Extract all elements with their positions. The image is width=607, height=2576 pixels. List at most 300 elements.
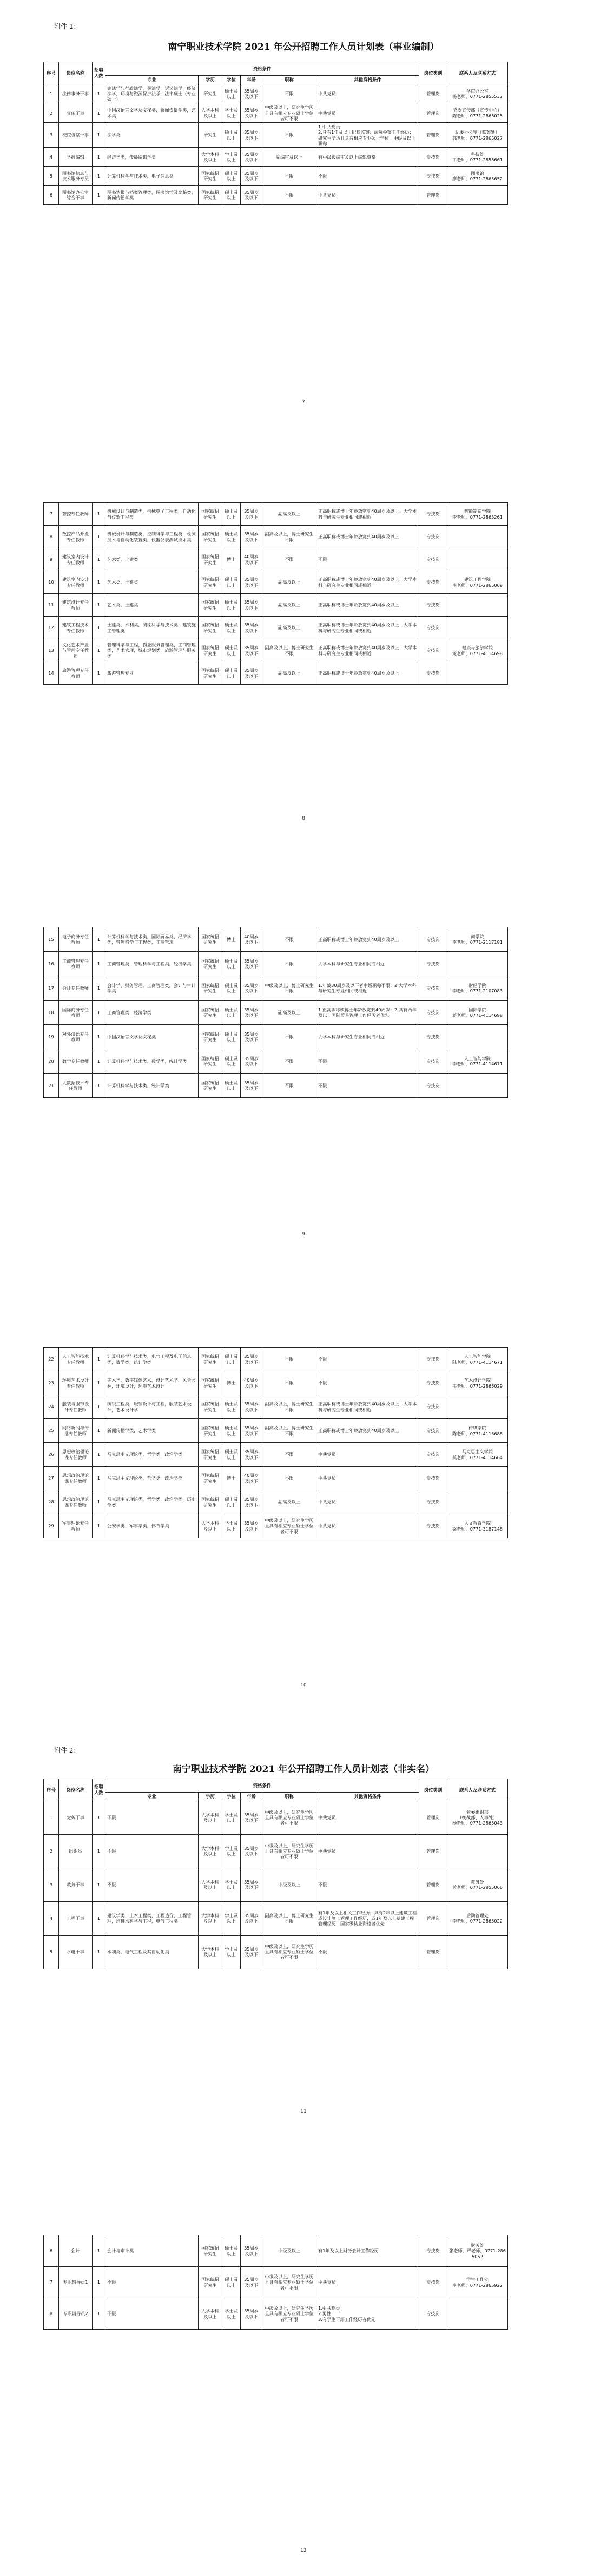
cell-edu: 国家统招研究生 bbox=[199, 503, 222, 526]
cell-degree: 学士及以上 bbox=[222, 148, 241, 167]
cell-major: 美术学，数字媒体艺术，设计艺术学，风景园林，环境设计，环境艺术设计 bbox=[105, 1371, 199, 1395]
cell-post: 旅游管理专任教师 bbox=[59, 662, 93, 685]
cell-title: 副高及以上，博士研究生不限 bbox=[262, 639, 316, 662]
cell-contact: 纪委办公室（监察处） 郭老师，0771-2865027 bbox=[447, 123, 508, 148]
cell-other: 不限 bbox=[316, 167, 419, 186]
header-age: 年龄 bbox=[241, 76, 262, 84]
cell-edu: 大学本科及以上 bbox=[199, 148, 222, 167]
cell-count: 1 bbox=[93, 167, 105, 186]
cell-contact: 后勤管理处 李老师，0771-2865022 bbox=[447, 1901, 508, 1935]
cell-major: 不限 bbox=[105, 1801, 199, 1834]
table-row bbox=[44, 2298, 508, 2330]
header-post: 岗位名称 bbox=[59, 1779, 93, 1801]
cell-degree: 硕士及以上 bbox=[222, 1395, 241, 1419]
cell-age: 35周岁及以下 bbox=[241, 503, 262, 526]
cell-no: 18 bbox=[44, 1001, 59, 1025]
header-major: 专业 bbox=[105, 76, 199, 84]
cell-major: 不限 bbox=[105, 1868, 199, 1901]
cell-ptype: 专技岗 bbox=[419, 2267, 447, 2298]
cell-no: 3 bbox=[44, 123, 59, 148]
cell-title: 不限 bbox=[262, 1348, 316, 1371]
cell-other: 1.正高职称或博士年龄放宽到40周岁；2.具有两年及以上国际贸易管理工作经历者优先 bbox=[316, 1001, 419, 1025]
cell-title: 不限 bbox=[262, 123, 316, 148]
cell-major: 旅游管理专业 bbox=[105, 662, 199, 685]
cell-no: 22 bbox=[44, 1348, 59, 1371]
cell-count: 1 bbox=[93, 639, 105, 662]
cell-age: 40周岁及以下 bbox=[241, 548, 262, 571]
table-row bbox=[44, 186, 508, 205]
table-row bbox=[44, 84, 508, 103]
cell-ptype: 专技岗 bbox=[419, 1514, 447, 1538]
cell-degree: 硕士及以上 bbox=[222, 1490, 241, 1514]
cell-edu: 国家统招研究生 bbox=[199, 548, 222, 571]
cell-no: 14 bbox=[44, 662, 59, 685]
cell-major: 公安学类，军事学类，体育学类 bbox=[105, 1514, 199, 1538]
cell-count: 1 bbox=[93, 1001, 105, 1025]
table-row bbox=[44, 1395, 508, 1419]
cell-no: 6 bbox=[44, 2235, 59, 2267]
cell-edu: 大学本科及以上 bbox=[199, 1901, 222, 1935]
cell-major: 计算机科学与技术类，电子信息类 bbox=[105, 167, 199, 186]
cell-contact bbox=[447, 186, 508, 205]
table-row bbox=[44, 594, 508, 617]
cell-post: 党务干事 bbox=[59, 1801, 93, 1834]
cell-major: 计算机科学与技术类，国际贸易类，经济学类，管理科学与工程类，工商管理 bbox=[105, 927, 199, 952]
cell-edu: 国家统招研究生 bbox=[199, 2267, 222, 2298]
cell-title: 不限 bbox=[262, 1025, 316, 1049]
page-title-1: 南宁职业技术学院 2021 年公开招聘工作人员计划表（事业编制） bbox=[168, 42, 439, 53]
cell-post: 思想政治理论课专任教师 bbox=[59, 1467, 93, 1490]
cell-ptype: 专技岗 bbox=[419, 167, 447, 186]
cell-ptype: 管理岗 bbox=[419, 123, 447, 148]
cell-major: 纺织工程类，服装设计与工程，服装艺术设计，艺术设计学 bbox=[105, 1395, 199, 1419]
cell-age: 35周岁及以下 bbox=[241, 1001, 262, 1025]
cell-ptype: 专技岗 bbox=[419, 503, 447, 526]
header-no: 序号 bbox=[44, 1779, 59, 1801]
cell-major: 会计学，财务管理，工商管理类，会计与审计学类 bbox=[105, 976, 199, 1001]
cell-edu: 大学本科及以上 bbox=[199, 103, 222, 123]
table-row bbox=[44, 1467, 508, 1490]
cell-no: 3 bbox=[44, 1868, 59, 1901]
cell-contact bbox=[447, 1395, 508, 1419]
cell-count: 1 bbox=[93, 952, 105, 976]
header-count: 招聘人数 bbox=[93, 62, 105, 84]
cell-degree: 硕士及以上 bbox=[222, 167, 241, 186]
cell-post: 专职辅导员2 bbox=[59, 2298, 93, 2330]
cell-degree: 硕士及以上 bbox=[222, 503, 241, 526]
cell-no: 27 bbox=[44, 1467, 59, 1490]
cell-contact: 财经学院 李老师，0771-2107083 bbox=[447, 976, 508, 1001]
cell-post: 文化艺术产业与管理专任教师 bbox=[59, 639, 93, 662]
cell-age: 35周岁及以下 bbox=[241, 952, 262, 976]
cell-major: 管理科学与工程，物业服务管理类，工商管理类，艺术管理，城市规划类，旅游管理与服务类 bbox=[105, 639, 199, 662]
plan-table bbox=[43, 502, 508, 685]
cell-count: 1 bbox=[93, 1371, 105, 1395]
cell-other: 不限 bbox=[316, 548, 419, 571]
cell-edu: 国家统招研究生 bbox=[199, 594, 222, 617]
cell-age: 35周岁及以下 bbox=[241, 103, 262, 123]
cell-edu: 国家统招研究生 bbox=[199, 1395, 222, 1419]
cell-major: 计算机科学与技术类，统计学类 bbox=[105, 1074, 199, 1098]
cell-age: 35周岁及以下 bbox=[241, 167, 262, 186]
cell-no: 10 bbox=[44, 571, 59, 594]
cell-other: 中共党员 bbox=[316, 84, 419, 103]
cell-ptype: 管理岗 bbox=[419, 1868, 447, 1901]
cell-other: 正高职称或博士年龄放宽到40周岁及以上 bbox=[316, 1419, 419, 1443]
cell-other: 正高职称或博士年龄放宽到40周岁及以上 bbox=[316, 594, 419, 617]
cell-title: 副高及以上 bbox=[262, 662, 316, 685]
cell-degree: 学士及以上 bbox=[222, 1901, 241, 1935]
cell-contact bbox=[447, 662, 508, 685]
cell-ptype: 专技岗 bbox=[419, 1001, 447, 1025]
cell-age: 35周岁及以下 bbox=[241, 186, 262, 205]
cell-age: 35周岁及以下 bbox=[241, 2235, 262, 2267]
cell-title: 不限 bbox=[262, 167, 316, 186]
cell-other: 有中级级编审及以上编辑资格 bbox=[316, 148, 419, 167]
table-row bbox=[44, 1443, 508, 1467]
header-count: 招聘人数 bbox=[93, 1779, 105, 1801]
cell-ptype: 专技岗 bbox=[419, 662, 447, 685]
cell-title: 中级及以上，研究生学历且具有相应专业硕士学位者可不限 bbox=[262, 1834, 316, 1868]
cell-other: 中共党员 bbox=[316, 2267, 419, 2298]
cell-title: 不限 bbox=[262, 1049, 316, 1074]
cell-degree: 博士 bbox=[222, 927, 241, 952]
cell-ptype: 专技岗 bbox=[419, 952, 447, 976]
table-row bbox=[44, 123, 508, 148]
header-title: 职称 bbox=[262, 76, 316, 84]
cell-contact: 人工智能学院 陆老师，0771-4114671 bbox=[447, 1348, 508, 1371]
cell-degree: 硕士及以上 bbox=[222, 571, 241, 594]
cell-age: 35周岁及以下 bbox=[241, 1935, 262, 1969]
header-no: 序号 bbox=[44, 62, 59, 84]
cell-contact: 教务处 黄老师，0771-2855066 bbox=[447, 1868, 508, 1901]
cell-degree: 硕士及以上 bbox=[222, 662, 241, 685]
cell-degree: 博士 bbox=[222, 1371, 241, 1395]
cell-age: 35周岁及以下 bbox=[241, 1801, 262, 1834]
cell-edu: 大学本科及以上 bbox=[199, 1801, 222, 1834]
cell-no: 8 bbox=[44, 2298, 59, 2330]
cell-post: 会计专任教师 bbox=[59, 976, 93, 1001]
cell-other: 不限 bbox=[316, 1348, 419, 1371]
cell-count: 1 bbox=[93, 594, 105, 617]
cell-ptype: 专技岗 bbox=[419, 1467, 447, 1490]
cell-ptype: 专技岗 bbox=[419, 1049, 447, 1074]
cell-edu: 国家统招研究生 bbox=[199, 571, 222, 594]
cell-no: 7 bbox=[44, 503, 59, 526]
cell-no: 5 bbox=[44, 167, 59, 186]
cell-post: 环境艺术设计专任教师 bbox=[59, 1371, 93, 1395]
header-edu: 学历 bbox=[199, 76, 222, 84]
cell-no: 20 bbox=[44, 1049, 59, 1074]
cell-contact: 传媒学院 陈老师，0771-4115688 bbox=[447, 1419, 508, 1443]
cell-other: 中共党员 bbox=[316, 186, 419, 205]
cell-edu: 国家统招研究生 bbox=[199, 1348, 222, 1371]
cell-major: 计算机科学与技术类，电气工程及电子信息类，数学类，统计学类 bbox=[105, 1348, 199, 1371]
cell-no: 16 bbox=[44, 952, 59, 976]
cell-ptype: 专技岗 bbox=[419, 571, 447, 594]
cell-age: 40周岁及以下 bbox=[241, 927, 262, 952]
cell-other: 大学本科与研究生专业相同或相近 bbox=[316, 952, 419, 976]
cell-age: 35周岁及以下 bbox=[241, 1868, 262, 1901]
cell-post: 服装与服饰设计专任教师 bbox=[59, 1395, 93, 1419]
cell-count: 1 bbox=[93, 1395, 105, 1419]
cell-age: 35周岁及以下 bbox=[241, 639, 262, 662]
cell-ptype: 管理岗 bbox=[419, 84, 447, 103]
cell-edu: 国家统招研究生 bbox=[199, 1419, 222, 1443]
cell-major: 会计与审计类 bbox=[105, 2235, 199, 2267]
cell-post: 图书馆办公室综合干事 bbox=[59, 186, 93, 205]
cell-age: 40周岁及以下 bbox=[241, 1371, 262, 1395]
cell-ptype: 专技岗 bbox=[419, 976, 447, 1001]
cell-count: 1 bbox=[93, 617, 105, 639]
cell-title: 中级及以上 bbox=[262, 1868, 316, 1901]
cell-no: 5 bbox=[44, 1935, 59, 1969]
cell-count: 1 bbox=[93, 1049, 105, 1074]
cell-edu: 国家统招研究生 bbox=[199, 927, 222, 952]
cell-age: 35周岁及以下 bbox=[241, 123, 262, 148]
cell-post: 建筑工程技术专任教师 bbox=[59, 617, 93, 639]
cell-count: 1 bbox=[93, 1834, 105, 1868]
header-edu: 学历 bbox=[199, 1793, 222, 1801]
cell-contact: 智能制造学院 李老师，0771-2865261 bbox=[447, 503, 508, 526]
cell-other: 不限 bbox=[316, 1371, 419, 1395]
cell-edu: 国家统招研究生 bbox=[199, 526, 222, 548]
header-requirements: 资格条件 bbox=[105, 1779, 419, 1793]
page-title-2: 南宁职业技术学院 2021 年公开招聘工作人员计划表（非实名） bbox=[172, 1764, 435, 1775]
cell-ptype: 专技岗 bbox=[419, 548, 447, 571]
cell-count: 1 bbox=[93, 1074, 105, 1098]
cell-other: 1.中共党员 2.男性 3.有学生干部工作经历者优先 bbox=[316, 2298, 419, 2330]
cell-count: 1 bbox=[93, 1868, 105, 1901]
cell-major: 法学类 bbox=[105, 123, 199, 148]
cell-edu: 国家统招研究生 bbox=[199, 662, 222, 685]
cell-post: 电子商务专任教师 bbox=[59, 927, 93, 952]
table-row bbox=[44, 148, 508, 167]
cell-title: 副高及以上 bbox=[262, 1490, 316, 1514]
table-row bbox=[44, 1074, 508, 1098]
cell-major: 不限 bbox=[105, 2267, 199, 2298]
cell-count: 1 bbox=[93, 186, 105, 205]
cell-post: 教务干事 bbox=[59, 1868, 93, 1901]
cell-major: 工商管理类，经济学类 bbox=[105, 1001, 199, 1025]
cell-edu: 国家统招研究生 bbox=[199, 1001, 222, 1025]
cell-post: 水电干事 bbox=[59, 1935, 93, 1969]
header-post: 岗位名称 bbox=[59, 62, 93, 84]
cell-other: 正高职称或博士年龄放宽到40周岁及以上 bbox=[316, 927, 419, 952]
cell-post: 会计 bbox=[59, 2235, 93, 2267]
table-row bbox=[44, 1514, 508, 1538]
cell-ptype: 专技岗 bbox=[419, 639, 447, 662]
header-contact: 联系人及联系方式 bbox=[447, 62, 508, 84]
cell-degree: 硕士及以上 bbox=[222, 1025, 241, 1049]
cell-major: 计算机科学与技术类，数学类，统计学类 bbox=[105, 1049, 199, 1074]
cell-post: 大数据技术专任教师 bbox=[59, 1074, 93, 1098]
cell-major: 中国汉语言文学及文秘类 bbox=[105, 1025, 199, 1049]
cell-degree: 硕士及以上 bbox=[222, 976, 241, 1001]
table-row bbox=[44, 167, 508, 186]
cell-no: 1 bbox=[44, 84, 59, 103]
cell-degree: 硕士及以上 bbox=[222, 639, 241, 662]
cell-contact bbox=[447, 952, 508, 976]
cell-count: 1 bbox=[93, 1419, 105, 1443]
cell-major: 艺术类，土建类 bbox=[105, 571, 199, 594]
cell-count: 1 bbox=[93, 1443, 105, 1467]
cell-edu: 国家统招研究生 bbox=[199, 1049, 222, 1074]
table-row bbox=[44, 1490, 508, 1514]
table-row bbox=[44, 617, 508, 639]
cell-ptype: 专技岗 bbox=[419, 617, 447, 639]
cell-edu: 国家统招研究生 bbox=[199, 167, 222, 186]
cell-age: 35周岁及以下 bbox=[241, 1834, 262, 1868]
cell-other: 中共党员 bbox=[316, 1514, 419, 1538]
cell-title: 副高及以上 bbox=[262, 594, 316, 617]
cell-edu: 国家统招研究生 bbox=[199, 1025, 222, 1049]
cell-edu: 国家统招研究生 bbox=[199, 1467, 222, 1490]
cell-contact: 党委宣传部（宣传中心） 陈老师，0771-2865025 bbox=[447, 103, 508, 123]
cell-no: 17 bbox=[44, 976, 59, 1001]
cell-contact bbox=[447, 1834, 508, 1868]
cell-other: 有1年及以上相关工作经历；具有2年以上建筑工程或设计施工管理工作经历，或1年及以上基建工程管理经历，国家级执业资格者优先 bbox=[316, 1901, 419, 1935]
cell-no: 24 bbox=[44, 1395, 59, 1419]
cell-age: 35周岁及以下 bbox=[241, 976, 262, 1001]
cell-other: 1.年龄30周岁及以下者中级职称不限；2.大学本科与研究生专业相同或相近 bbox=[316, 976, 419, 1001]
cell-degree: 硕士及以上 bbox=[222, 186, 241, 205]
cell-edu: 国家统招研究生 bbox=[199, 976, 222, 1001]
table-row bbox=[44, 1935, 508, 1969]
cell-title: 副高及以上 bbox=[262, 571, 316, 594]
cell-major: 不限 bbox=[105, 2298, 199, 2330]
cell-no: 25 bbox=[44, 1419, 59, 1443]
cell-major: 图书情报与档案管理类，图书馆学及文秘类，新闻传播学类 bbox=[105, 186, 199, 205]
cell-count: 1 bbox=[93, 1025, 105, 1049]
cell-post: 国际商务专任教师 bbox=[59, 1001, 93, 1025]
cell-contact: 艺术设计学院 韦老师，0771-2865029 bbox=[447, 1371, 508, 1395]
cell-age: 35周岁及以下 bbox=[241, 1049, 262, 1074]
cell-contact: 健康与旅游学院 龙老师，0771-4114698 bbox=[447, 639, 508, 662]
cell-no: 19 bbox=[44, 1025, 59, 1049]
header-age: 年龄 bbox=[241, 1793, 262, 1801]
cell-post: 法律事务干事 bbox=[59, 84, 93, 103]
cell-title: 不限 bbox=[262, 1443, 316, 1467]
cell-age: 35周岁及以下 bbox=[241, 526, 262, 548]
cell-post: 智控专任教师 bbox=[59, 503, 93, 526]
cell-age: 35周岁及以下 bbox=[241, 1348, 262, 1371]
cell-no: 12 bbox=[44, 617, 59, 639]
cell-major: 马克思主义理论类，哲学类，政治学类，历史学类 bbox=[105, 1490, 199, 1514]
cell-count: 1 bbox=[93, 662, 105, 685]
header-other: 其他资格条件 bbox=[316, 1793, 419, 1801]
cell-other: 不限 bbox=[316, 1935, 419, 1969]
cell-ptype: 专技岗 bbox=[419, 1025, 447, 1049]
cell-ptype: 管理岗 bbox=[419, 186, 447, 205]
cell-post: 思想政治理论课专任教师 bbox=[59, 1443, 93, 1467]
cell-age: 35周岁及以下 bbox=[241, 617, 262, 639]
cell-major: 机械设计与制造类，控制科学与工程类，检测技术与自动化装置类，仪器仪表测试技术类 bbox=[105, 526, 199, 548]
cell-count: 1 bbox=[93, 1467, 105, 1490]
plan-table bbox=[43, 1779, 508, 1969]
cell-count: 1 bbox=[93, 976, 105, 1001]
cell-other: 有1年及以上财务会计工作经历 bbox=[316, 2235, 419, 2267]
cell-edu: 研究生 bbox=[199, 84, 222, 103]
cell-edu: 国家统招研究生 bbox=[199, 186, 222, 205]
cell-count: 1 bbox=[93, 2267, 105, 2298]
cell-ptype: 专技岗 bbox=[419, 1371, 447, 1395]
annex-label-2: 附件 2： bbox=[54, 1747, 80, 1754]
cell-edu: 研究生 bbox=[199, 123, 222, 148]
cell-other: 正高职称或博士年龄放宽到40周岁及以上 bbox=[316, 662, 419, 685]
cell-post: 校院督察干事 bbox=[59, 123, 93, 148]
cell-title: 中级及以上，博士研究生不限 bbox=[262, 976, 316, 1001]
cell-contact bbox=[447, 526, 508, 548]
cell-no: 29 bbox=[44, 1514, 59, 1538]
cell-count: 1 bbox=[93, 1901, 105, 1935]
cell-count: 1 bbox=[93, 548, 105, 571]
cell-edu: 大学本科及以上 bbox=[199, 1935, 222, 1969]
cell-edu: 国家统招研究生 bbox=[199, 2235, 222, 2267]
cell-major: 马克思主义理论类，哲学类，政治学类 bbox=[105, 1443, 199, 1467]
cell-title: 中级及以上，研究生学历且具有相应专业硕士学位者可不限 bbox=[262, 1935, 316, 1969]
table-row bbox=[44, 1348, 508, 1371]
page-number: 9 bbox=[302, 1232, 305, 1237]
cell-edu: 大学本科及以上 bbox=[199, 2298, 222, 2330]
cell-title: 副高及以上，博士研究生不限 bbox=[262, 1395, 316, 1419]
table-row bbox=[44, 1834, 508, 1868]
table-row bbox=[44, 1049, 508, 1074]
cell-title: 不限 bbox=[262, 186, 316, 205]
cell-age: 35周岁及以下 bbox=[241, 1514, 262, 1538]
cell-count: 1 bbox=[93, 526, 105, 548]
cell-degree: 硕士及以上 bbox=[222, 1419, 241, 1443]
cell-other: 正高职称或博士年龄放宽到40周岁及以上；大学本科与研究生专业相同或相近 bbox=[316, 617, 419, 639]
cell-ptype: 管理岗 bbox=[419, 103, 447, 123]
cell-other: 不限 bbox=[316, 1074, 419, 1098]
cell-age: 35周岁及以下 bbox=[241, 1395, 262, 1419]
table-row bbox=[44, 1419, 508, 1443]
cell-degree: 硕士及以上 bbox=[222, 2235, 241, 2267]
table-row bbox=[44, 103, 508, 123]
cell-title: 中级及以上，研究生学历且具有相应专业硕士学位者可不限 bbox=[262, 103, 316, 123]
cell-count: 1 bbox=[93, 84, 105, 103]
cell-edu: 国家统招研究生 bbox=[199, 639, 222, 662]
cell-degree: 学士及以上 bbox=[222, 103, 241, 123]
cell-no: 23 bbox=[44, 1371, 59, 1395]
cell-ptype: 专技岗 bbox=[419, 1074, 447, 1098]
cell-post: 数控产品开发专任教师 bbox=[59, 526, 93, 548]
cell-age: 35周岁及以下 bbox=[241, 571, 262, 594]
cell-ptype: 专技岗 bbox=[419, 1395, 447, 1419]
header-major: 专业 bbox=[105, 1793, 199, 1801]
cell-other: 大学本科与研究生专业相同或相近 bbox=[316, 1025, 419, 1049]
cell-major: 中国汉语言文学及文秘类，新闻传播学类，艺术类 bbox=[105, 103, 199, 123]
table-row bbox=[44, 1371, 508, 1395]
cell-title: 副高及以上 bbox=[262, 1001, 316, 1025]
cell-contact bbox=[447, 548, 508, 571]
table-row bbox=[44, 639, 508, 662]
table-row bbox=[44, 2267, 508, 2298]
cell-degree: 硕士及以上 bbox=[222, 1443, 241, 1467]
cell-title: 副高及以上，博士研究生不限 bbox=[262, 526, 316, 548]
cell-count: 1 bbox=[93, 1348, 105, 1371]
cell-no: 21 bbox=[44, 1074, 59, 1098]
cell-degree: 硕士及以上 bbox=[222, 952, 241, 976]
cell-age: 35周岁及以下 bbox=[241, 1419, 262, 1443]
plan-table bbox=[43, 1347, 508, 1538]
cell-contact: 商学院 李老师，0771-2117181 bbox=[447, 927, 508, 952]
header-other: 其他资格条件 bbox=[316, 76, 419, 84]
cell-no: 2 bbox=[44, 103, 59, 123]
cell-degree: 硕士及以上 bbox=[222, 2267, 241, 2298]
cell-degree: 硕士及以上 bbox=[222, 84, 241, 103]
